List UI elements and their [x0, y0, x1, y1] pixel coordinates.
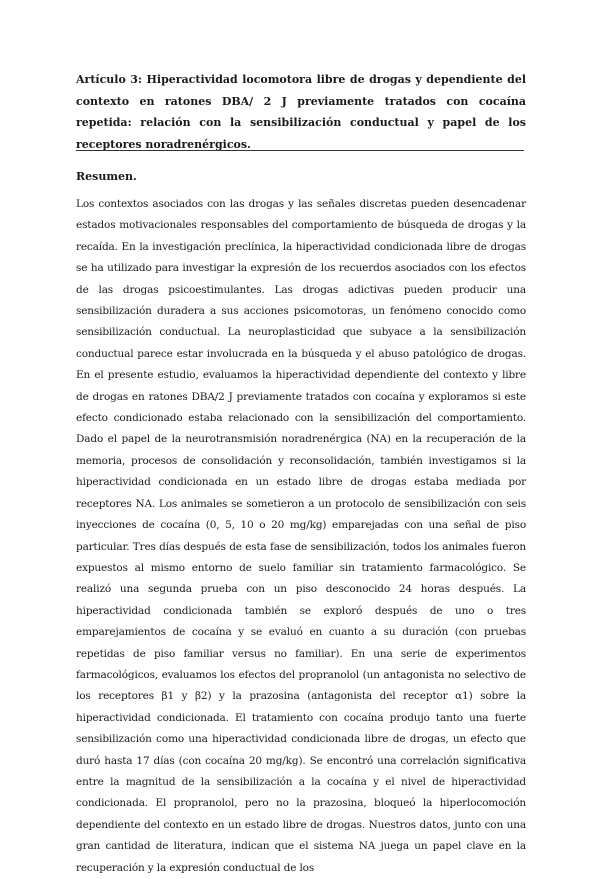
article-title: Artículo 3: Hiperactividad locomotora libre de drogas y dependiente del contexto en ratones DBA/ 2 J previamente tratados con cocaína repetida: relación con la sensibilización conductual y papel de los receptores noradrenérgicos. — [76, 73, 526, 151]
abstract-heading: Resumen. — [76, 170, 137, 183]
abstract-body: Los contextos asociados con las drogas y las señales discretas pueden desencadenar estados motivacionales responsables del comportamiento de búsqueda de drogas y la recaída. En la investigación preclínica, la hiperactividad condicionada libre de drogas se ha utilizado para investigar la expresión de los recuerdos asociados con los efectos de las drogas psicoestimulantes. Las drogas adictivas pueden producir una sensibilización duradera a sus acciones psicomotoras, un fenómeno conocido como sensibilización conductual. La neuroplasticidad que subyace a la sensibilización conductual parece estar involucrada en la búsqueda y el abuso patológico de drogas. En el presente estudio, evaluamos la hiperactividad dependiente del contexto y libre de drogas en ratones DBA/2 J previamente tratados con cocaína y exploramos si este efecto condicionado estaba relacionado con la sensibilización del comportamiento. Dado el papel de la neurotransmisión noradrenérgica (NA) en la recuperación de la memoria, procesos de consolidación y reconsolidación, también investigamos si la hiperactividad condicionada en un estado libre de drogas estaba mediada por receptores NA. Los animales se sometieron a un protocolo de sensibilización con seis inyecciones de cocaína (0, 5, 10 o 20 mg/kg) emparejadas con una señal de piso particular. Tres días después de esta fase de sensibilización, todos los animales fueron expuestos al mismo entorno de suelo familiar sin tratamiento farmacológico. Se realizó una segunda prueba con un piso desconocido 24 horas después. La hiperactividad condicionada también se exploró después de uno o tres emparejamientos de cocaína y se evaluó en cuanto a su duración (con pruebas repetidas de piso familiar versus no familiar). En una serie de experimentos farmacológicos, evaluamos los efectos del propranolol (un antagonista no selectivo de los receptores β1 y β2) y la prazosina (antagonista del receptor α1) sobre la hiperactividad condicionada. El tratamiento con cocaína produjo tanto una fuerte sensibilización como una hiperactividad condicionada libre de drogas, un efecto que duró hasta 17 días (con cocaína 20 mg/kg). Se encontró una correlación significativa entre la magnitud de la sensibilización a la cocaína y el nivel de hiperactividad condicionada. El propranolol, pero no la prazosina, bloqueó la hiperlocomoción dependiente del contexto en un estado libre de drogas. Nuestros datos, junto con una gran cantidad de literatura, indican que el sistema NA juega un papel clave en la recuperación y la expresión conductual de los — [76, 198, 526, 874]
title-divider — [76, 150, 524, 151]
